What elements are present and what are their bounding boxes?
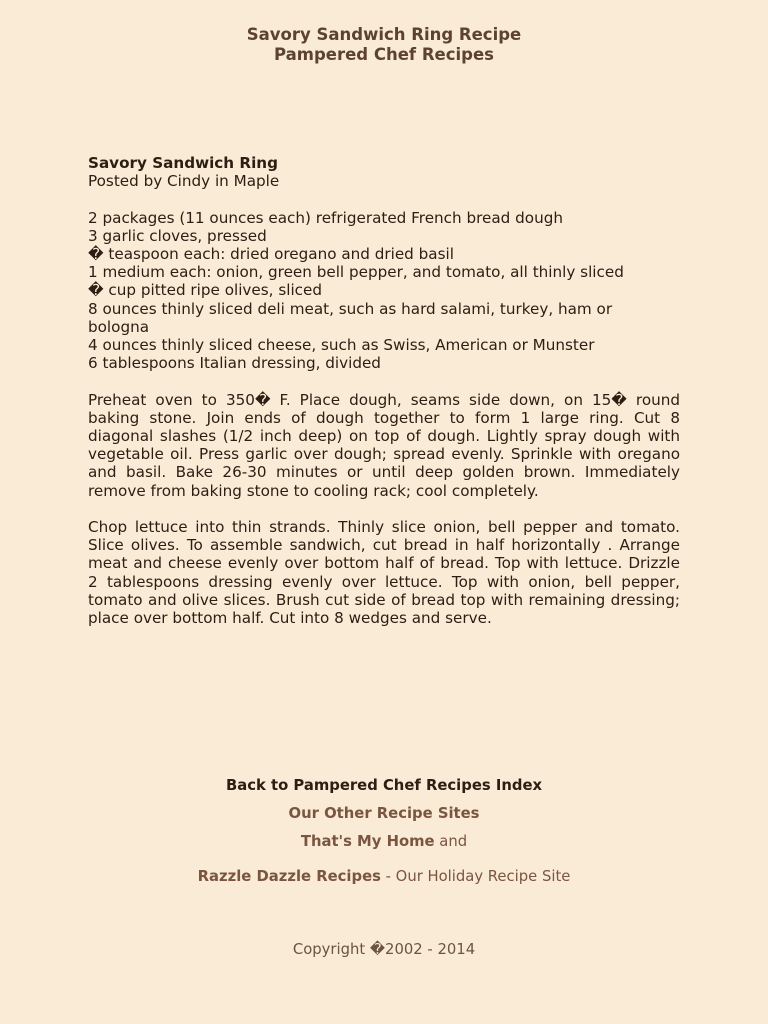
other-sites-link[interactable]: Our Other Recipe Sites [288, 805, 480, 822]
instructions-step-1: Preheat oven to 350� F. Place dough, seams side down, on 15� round baking stone. Join ends of dough together to form 1 large ring. Cut 8 diagonal slashes (1/2 inch deep) on top of dough. Lightly spray dough with vegetable oil. Press garlic over dough; spread evenly. Sprinkle with oregano and basil. Bake 26-30 minutes or until deep golden brown. Immediately remove from baking stone to cooling rack; cool completely. [88, 390, 680, 500]
ingredient-item: � teaspoon each: dried oregano and dried basil [88, 245, 454, 263]
page-header [0, 25, 768, 65]
ingredient-item: 6 tablespoons Italian dressing, divided [88, 354, 381, 373]
instructions-step-2: Chop lettuce into thin strands. Thinly slice onion, bell pepper and tomato. Slice olives. To assemble sandwich, cut bread in half horizontally . Arrange meat and cheese evenly over bottom half of bread. Top with lettuce. Drizzle 2 tablespoons dressing evenly over lettuce. Top with onion, bell pepper, tomato and olive slices. Brush cut side of bread top with remaining dressing; place over bottom half. Cut into 8 wedges and serve. [88, 518, 680, 628]
thats-my-home-link[interactable]: That's My Home [300, 833, 435, 850]
ingredient-item: � cup pitted ripe olives, sliced [88, 281, 323, 300]
back-to-index-link[interactable]: Back to Pampered Chef Recipes Index [225, 777, 543, 794]
page-title: Savory Sandwich Ring Recipe [246, 25, 522, 44]
and-text: and [434, 833, 468, 850]
razzle-dazzle-line [0, 868, 768, 885]
recipe-content [88, 154, 680, 627]
razzle-dazzle-link[interactable]: Razzle Dazzle Recipes [197, 868, 381, 885]
razzle-dazzle-description: - Our Holiday Recipe Site [380, 868, 571, 885]
ingredient-item: 4 ounces thinly sliced cheese, such as Swiss, American or Munster [88, 336, 595, 355]
ingredient-list [88, 209, 680, 373]
page-subtitle: Pampered Chef Recipes [274, 45, 494, 64]
ingredient-item: 3 garlic cloves, pressed [88, 226, 267, 245]
recipe-author: Posted by Cindy in Maple [88, 172, 280, 191]
copyright: Copyright �2002 - 2014 [292, 941, 476, 958]
ingredient-item: 2 packages (11 ounces each) refrigerated French bread dough [88, 208, 563, 227]
recipe-title: Savory Sandwich Ring [88, 154, 278, 172]
ingredient-item: bologna [88, 317, 150, 336]
ingredient-item: 8 ounces thinly sliced deli meat, such as hard salami, turkey, ham or [88, 299, 613, 318]
ingredient-item: 1 medium each: onion, green bell pepper, and tomato, all thinly sliced [88, 263, 624, 282]
thats-my-home-line [0, 833, 768, 850]
